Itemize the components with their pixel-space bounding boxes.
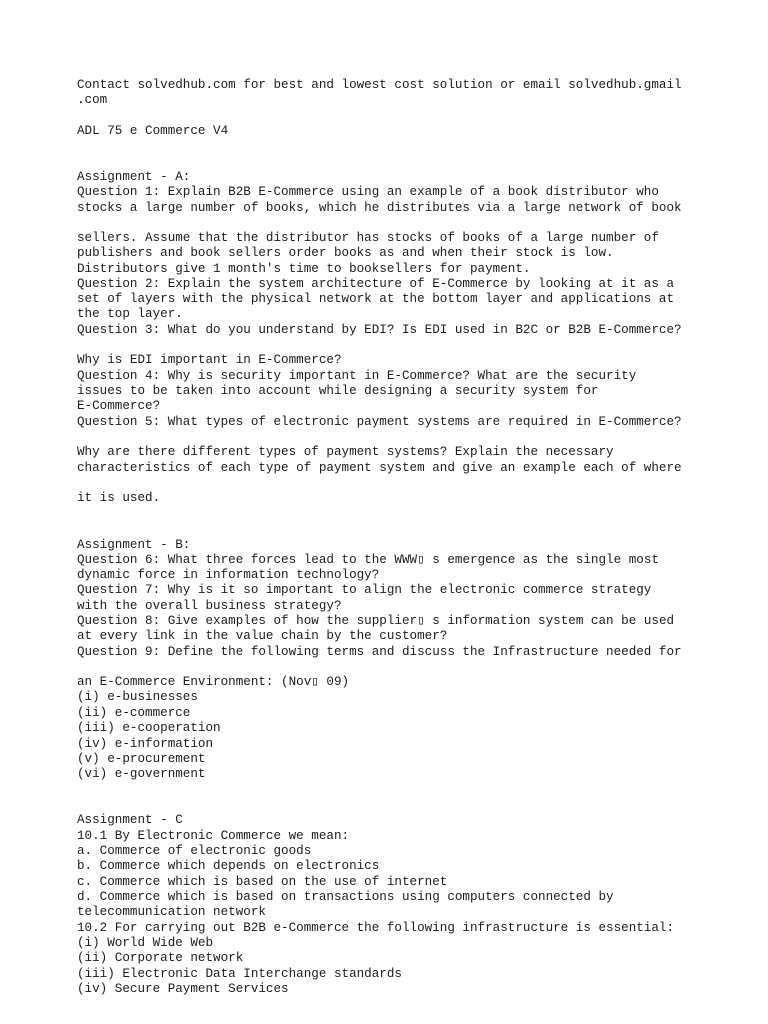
question-6-line: dynamic force in information technology? (77, 568, 380, 582)
option-item-line: telecommunication network (77, 905, 266, 919)
question-3: Question 3: What do you understand by EDI? Is EDI used in B2C or B2B E-Commerce? (77, 323, 682, 337)
list-item: (ii) Corporate network (77, 951, 244, 965)
option-item: a. Commerce of electronic goods (77, 844, 312, 858)
question-8-line: at every link in the value chain by the customer? (77, 629, 448, 643)
header-contact-line: Contact solvedhub.com for best and lowest cost solution or email solvedhub.gmail (77, 78, 682, 92)
list-item: (iv) e-information (77, 737, 214, 751)
question-1: Question 1: Explain B2B E-Commerce using an example of a book distributor who (77, 185, 659, 199)
question-9-line: an E-Commerce Environment: (Nov▯ 09) (77, 675, 350, 689)
list-item: (v) e-procurement (77, 752, 206, 766)
section-heading-b: Assignment - B: (77, 538, 191, 552)
header-contact-line-cont: .com (77, 93, 108, 107)
question-8: Question 8: Give examples of how the supplier▯ s information system can be used (77, 614, 675, 628)
section-heading-c: Assignment - C (77, 813, 183, 827)
list-item: (iii) Electronic Data Interchange standards (77, 967, 402, 981)
option-item: b. Commerce which depends on electronics (77, 859, 380, 873)
question-4-line: E-Commerce? (77, 399, 161, 413)
option-item: d. Commerce which is based on transactions using computers connected by (77, 890, 614, 904)
question-5-line: it is used. (77, 491, 161, 505)
question-3-line: Why is EDI important in E-Commerce? (77, 353, 342, 367)
section-heading-a: Assignment - A: (77, 170, 191, 184)
list-item: (ii) e-commerce (77, 706, 191, 720)
question-7: Question 7: Why is it so important to align the electronic commerce strategy (77, 583, 652, 597)
question-2: Question 2: Explain the system architecture of E-Commerce by looking at it as a (77, 277, 675, 291)
list-item: (iv) Secure Payment Services (77, 982, 289, 996)
option-item: c. Commerce which is based on the use of internet (77, 875, 448, 889)
question-2-line: the top layer. (77, 307, 183, 321)
question-7-line: with the overall business strategy? (77, 599, 342, 613)
list-item: (vi) e-government (77, 767, 206, 781)
question-5-line: characteristics of each type of payment system and give an example each of where (77, 461, 682, 475)
question-1-line: Distributors give 1 month's time to booksellers for payment. (77, 262, 531, 276)
question-1-line: stocks a large number of books, which he distributes via a large network of book (77, 201, 682, 215)
list-item: (i) e-businesses (77, 690, 198, 704)
question-5: Question 5: What types of electronic payment systems are required in E-Commerce? (77, 415, 682, 429)
list-item: (iii) e-cooperation (77, 721, 221, 735)
question-10-1: 10.1 By Electronic Commerce we mean: (77, 829, 350, 843)
question-10-2: 10.2 For carrying out B2B e-Commerce the following infrastructure is essential: (77, 921, 675, 935)
question-5-line: Why are there different types of payment systems? Explain the necessary (77, 445, 614, 459)
question-4-line: issues to be taken into account while designing a security system for (77, 384, 599, 398)
question-6: Question 6: What three forces lead to the WWW▯ s emergence as the single most (77, 553, 659, 567)
question-2-line: set of layers with the physical network at the bottom layer and applications at (77, 292, 675, 306)
question-9: Question 9: Define the following terms and discuss the Infrastructure needed for (77, 645, 682, 659)
document-title: ADL 75 e Commerce V4 (77, 124, 229, 138)
list-item: (i) World Wide Web (77, 936, 214, 950)
question-4: Question 4: Why is security important in E-Commerce? What are the security (77, 369, 637, 383)
question-1-line: publishers and book sellers order books as and when their stock is low. (77, 246, 614, 260)
question-1-line: sellers. Assume that the distributor has stocks of books of a large number of (77, 231, 659, 245)
